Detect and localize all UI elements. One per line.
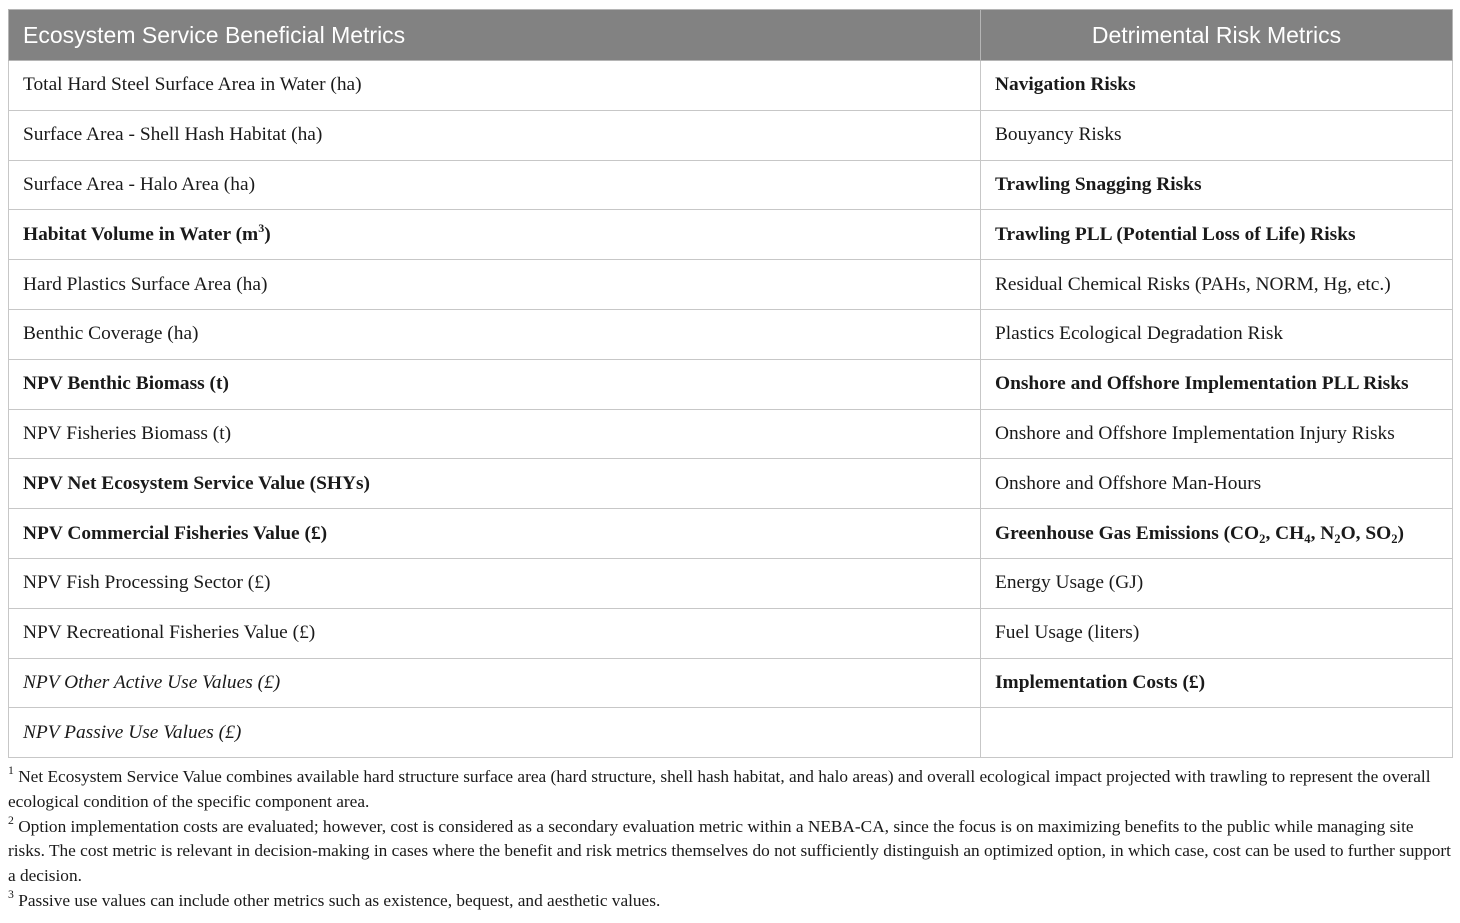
benefit-cell: Benthic Coverage (ha) [9, 309, 981, 359]
benefit-cell: NPV Commercial Fisheries Value (£) [9, 509, 981, 559]
footnote-text: Passive use values can include other metrics such as existence, bequest, and aesthetic values. [18, 890, 661, 910]
footnote-marker: 2 [8, 813, 14, 827]
table-row [9, 409, 1453, 459]
benefit-cell: NPV Other Active Use Values (£) [9, 658, 981, 708]
risk-cell: Onshore and Offshore Implementation Injury Risks [981, 409, 1453, 459]
table-row [9, 459, 1453, 509]
header-beneficial-metrics: Ecosystem Service Beneficial Metrics [9, 10, 981, 61]
footnotes [8, 765, 1454, 914]
header-risk-metrics: Detrimental Risk Metrics [981, 10, 1453, 61]
table-row [9, 61, 1453, 111]
benefit-cell: NPV Recreational Fisheries Value (£) [9, 608, 981, 658]
risk-cell: Plastics Ecological Degradation Risk [981, 309, 1453, 359]
risk-cell: Implementation Costs (£) [981, 658, 1453, 708]
risk-cell: Fuel Usage (liters) [981, 608, 1453, 658]
risk-cell [981, 509, 1453, 559]
table-row [9, 110, 1453, 160]
risk-text: , CH [1265, 522, 1305, 544]
footnote [8, 765, 1454, 815]
benefit-cell: Hard Plastics Surface Area (ha) [9, 260, 981, 310]
table-header-row [9, 10, 1453, 61]
risk-cell: Residual Chemical Risks (PAHs, NORM, Hg, etc.) [981, 260, 1453, 310]
risk-cell: Onshore and Offshore Man-Hours [981, 459, 1453, 509]
risk-text: , N [1310, 522, 1335, 544]
benefit-cell: Surface Area - Halo Area (ha) [9, 160, 981, 210]
table-row [9, 359, 1453, 409]
subscript: 2 [1391, 531, 1398, 546]
table-row [9, 160, 1453, 210]
footnote [8, 889, 1454, 914]
benefit-cell: NPV Fisheries Biomass (t) [9, 409, 981, 459]
table-row [9, 708, 1453, 758]
metrics-table [8, 9, 1453, 758]
table-row [9, 210, 1453, 260]
benefit-cell: NPV Passive Use Values (£) [9, 708, 981, 758]
risk-cell: Navigation Risks [981, 61, 1453, 111]
benefit-cell [9, 210, 981, 260]
subscript: 2 [1259, 531, 1266, 546]
risk-text: ) [1397, 522, 1405, 544]
risk-cell: Trawling PLL (Potential Loss of Life) Risks [981, 210, 1453, 260]
table-row [9, 509, 1453, 559]
risk-cell: Trawling Snagging Risks [981, 160, 1453, 210]
risk-text: Greenhouse Gas Emissions (CO [995, 522, 1260, 544]
risk-cell [981, 708, 1453, 758]
risk-cell: Onshore and Offshore Implementation PLL Risks [981, 359, 1453, 409]
subscript: 4 [1304, 531, 1311, 546]
table-row [9, 608, 1453, 658]
benefit-text: ) [264, 223, 271, 245]
benefit-cell: NPV Benthic Biomass (t) [9, 359, 981, 409]
benefit-cell: Surface Area - Shell Hash Habitat (ha) [9, 110, 981, 160]
footnote-text: Option implementation costs are evaluated; however, cost is considered as a secondary evaluation metric within a NEBA-CA, since the focus is on maximizing benefits to the public while managing site risks. The cost metric is relevant in decision-making in cases where the benefit and risk metrics themselves do not sufficiently distinguish an optimized option, in which case, cost can be used to further support a decision. [8, 816, 1451, 886]
risk-cell: Bouyancy Risks [981, 110, 1453, 160]
benefit-cell: NPV Fish Processing Sector (£) [9, 558, 981, 608]
table-row [9, 558, 1453, 608]
footnote-marker: 1 [8, 763, 14, 777]
benefit-cell: Total Hard Steel Surface Area in Water (ha) [9, 61, 981, 111]
subscript: 2 [1334, 531, 1341, 546]
superscript: 3 [258, 220, 265, 235]
footnote [8, 815, 1454, 889]
table-row [9, 260, 1453, 310]
table-row [9, 309, 1453, 359]
benefit-text: Habitat Volume in Water (m [23, 223, 259, 245]
table-row [9, 658, 1453, 708]
footnote-marker: 3 [8, 887, 14, 901]
risk-text: O, SO [1340, 522, 1392, 544]
footnote-text: Net Ecosystem Service Value combines available hard structure surface area (hard structure, shell hash habitat, and halo areas) and overall ecological impact projected with trawling to represent the overall ecological condition of the specific component area. [8, 767, 1431, 811]
benefit-cell: NPV Net Ecosystem Service Value (SHYs) [9, 459, 981, 509]
risk-cell: Energy Usage (GJ) [981, 558, 1453, 608]
